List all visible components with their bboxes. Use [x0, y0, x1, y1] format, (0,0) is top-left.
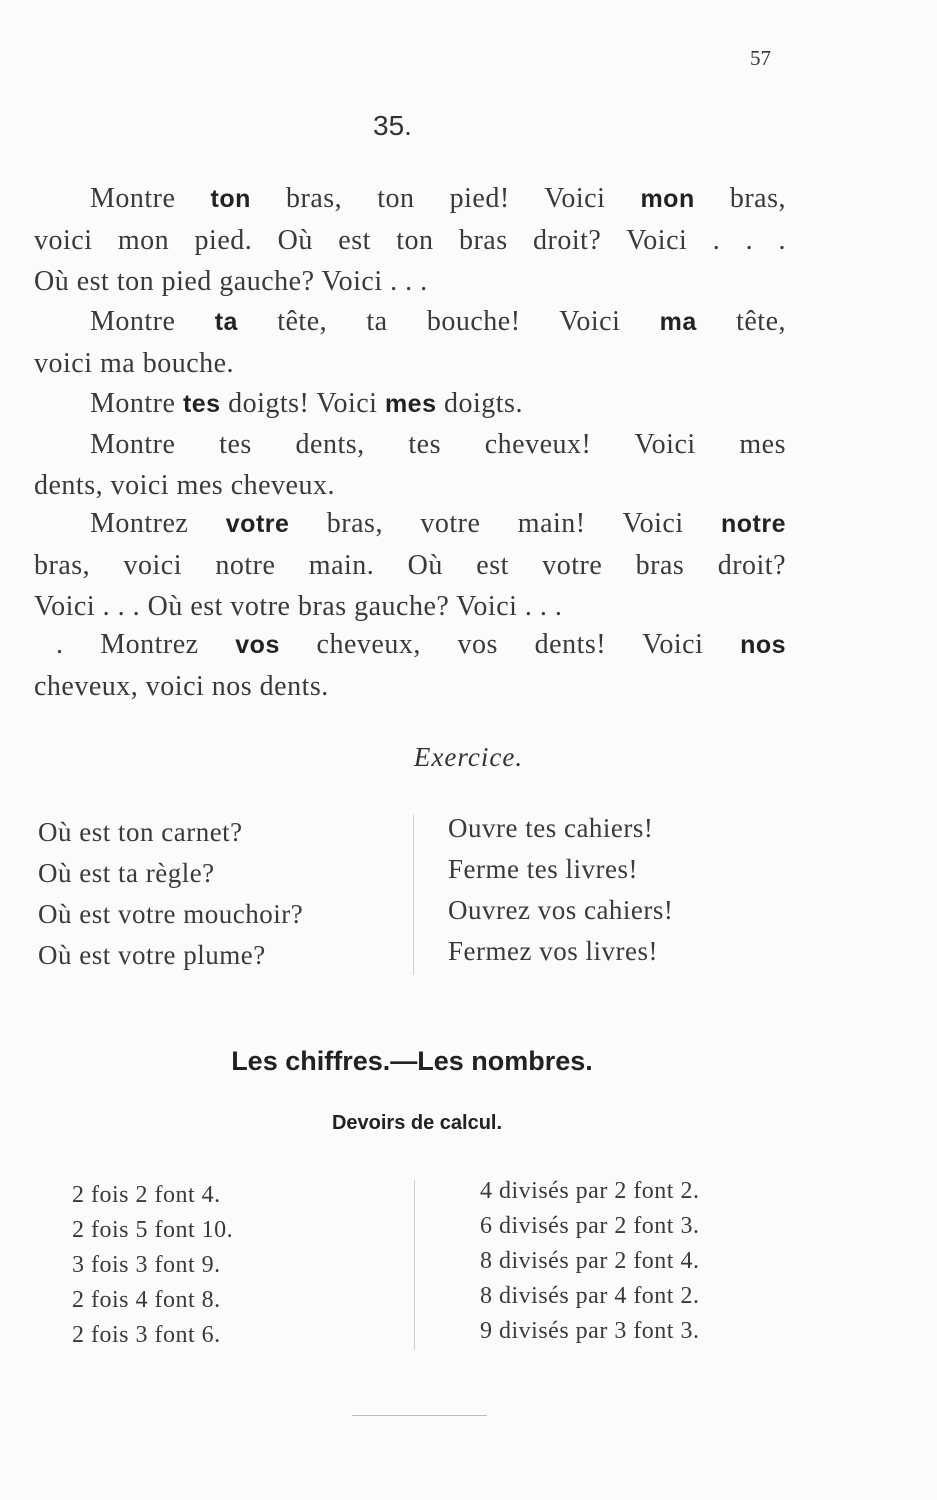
heading-calcul: Devoirs de calcul. [331, 1112, 503, 1134]
calc-line: 2 fois 3 font 6. [72, 1322, 221, 1348]
paragraph-ta-ma [34, 301, 786, 384]
calc-line: 2 fois 5 font 10. [72, 1217, 234, 1243]
text-line: bras, voici notre main. Où est votre bras droit? [34, 550, 786, 581]
paragraph-vos-nos [34, 624, 786, 707]
text-line: dents, voici mes cheveux. [34, 470, 335, 501]
text-line: voici ma bouche. [34, 348, 235, 379]
calc-line: 6 divisés par 2 font 3. [480, 1213, 700, 1239]
heading-nombres: Les chiffres.—Les nombres. [231, 1046, 593, 1076]
exercice-command: Fermez vos livres! [448, 936, 658, 966]
calc-line: 2 fois 2 font 4. [72, 1182, 221, 1208]
text-line: Montrez votre bras, votre main! Voici notre [90, 508, 786, 539]
lesson-number: 35. [373, 110, 412, 141]
end-rule [352, 1415, 487, 1416]
text-line: Voici . . . Où est votre bras gauche? Voici . . . [34, 591, 563, 622]
calc-line: 2 fois 4 font 8. [72, 1287, 221, 1313]
paragraph-dents [34, 424, 786, 506]
exercice-commands [448, 808, 673, 972]
paragraph-votre-notre [34, 503, 786, 627]
paragraph-ton-mon [34, 178, 786, 302]
calc-line: 9 divisés par 3 font 3. [480, 1318, 700, 1344]
calc-line: 8 divisés par 2 font 4. [480, 1248, 700, 1274]
text-line: Montre tes doigts! Voici mes doigts. [90, 388, 523, 419]
exercice-question: Où est votre plume? [38, 940, 266, 970]
exercice-question: Où est ta règle? [38, 858, 215, 888]
exercice-command: Ouvre tes cahiers! [448, 813, 654, 843]
multiplication-list [72, 1178, 233, 1353]
calc-line: 8 divisés par 4 font 2. [480, 1283, 700, 1309]
text-line: Montre tes dents, tes cheveux! Voici mes [90, 429, 786, 460]
text-line: cheveux, voici nos dents. [34, 671, 329, 702]
calc-line: 4 divisés par 2 font 2. [480, 1178, 700, 1204]
exercice-question: Où est ton carnet? [38, 817, 243, 847]
paragraph-tes-mes [34, 383, 786, 425]
text-line: Montre ta tête, ta bouche! Voici ma tête, [90, 306, 786, 337]
text-line: Où est ton pied gauche? Voici . . . [34, 266, 428, 297]
exercice-question: Où est votre mouchoir? [38, 899, 304, 929]
exercice-title: Exercice. [413, 742, 524, 772]
text-line: . Montrez vos cheveux, vos dents! Voici nos [56, 629, 787, 660]
exercice-questions [38, 812, 303, 976]
column-divider [413, 815, 414, 975]
column-divider [414, 1180, 415, 1350]
text-line: voici mon pied. Où est ton bras droit? Voici . . . [34, 225, 786, 256]
exercice-command: Ferme tes livres! [448, 854, 638, 884]
text-line: Montre ton bras, ton pied! Voici mon bras, [90, 183, 786, 214]
exercice-command: Ouvrez vos cahiers! [448, 895, 674, 925]
division-list [480, 1174, 699, 1349]
calc-line: 3 fois 3 font 9. [72, 1252, 221, 1278]
page-number: 57 [750, 46, 771, 70]
